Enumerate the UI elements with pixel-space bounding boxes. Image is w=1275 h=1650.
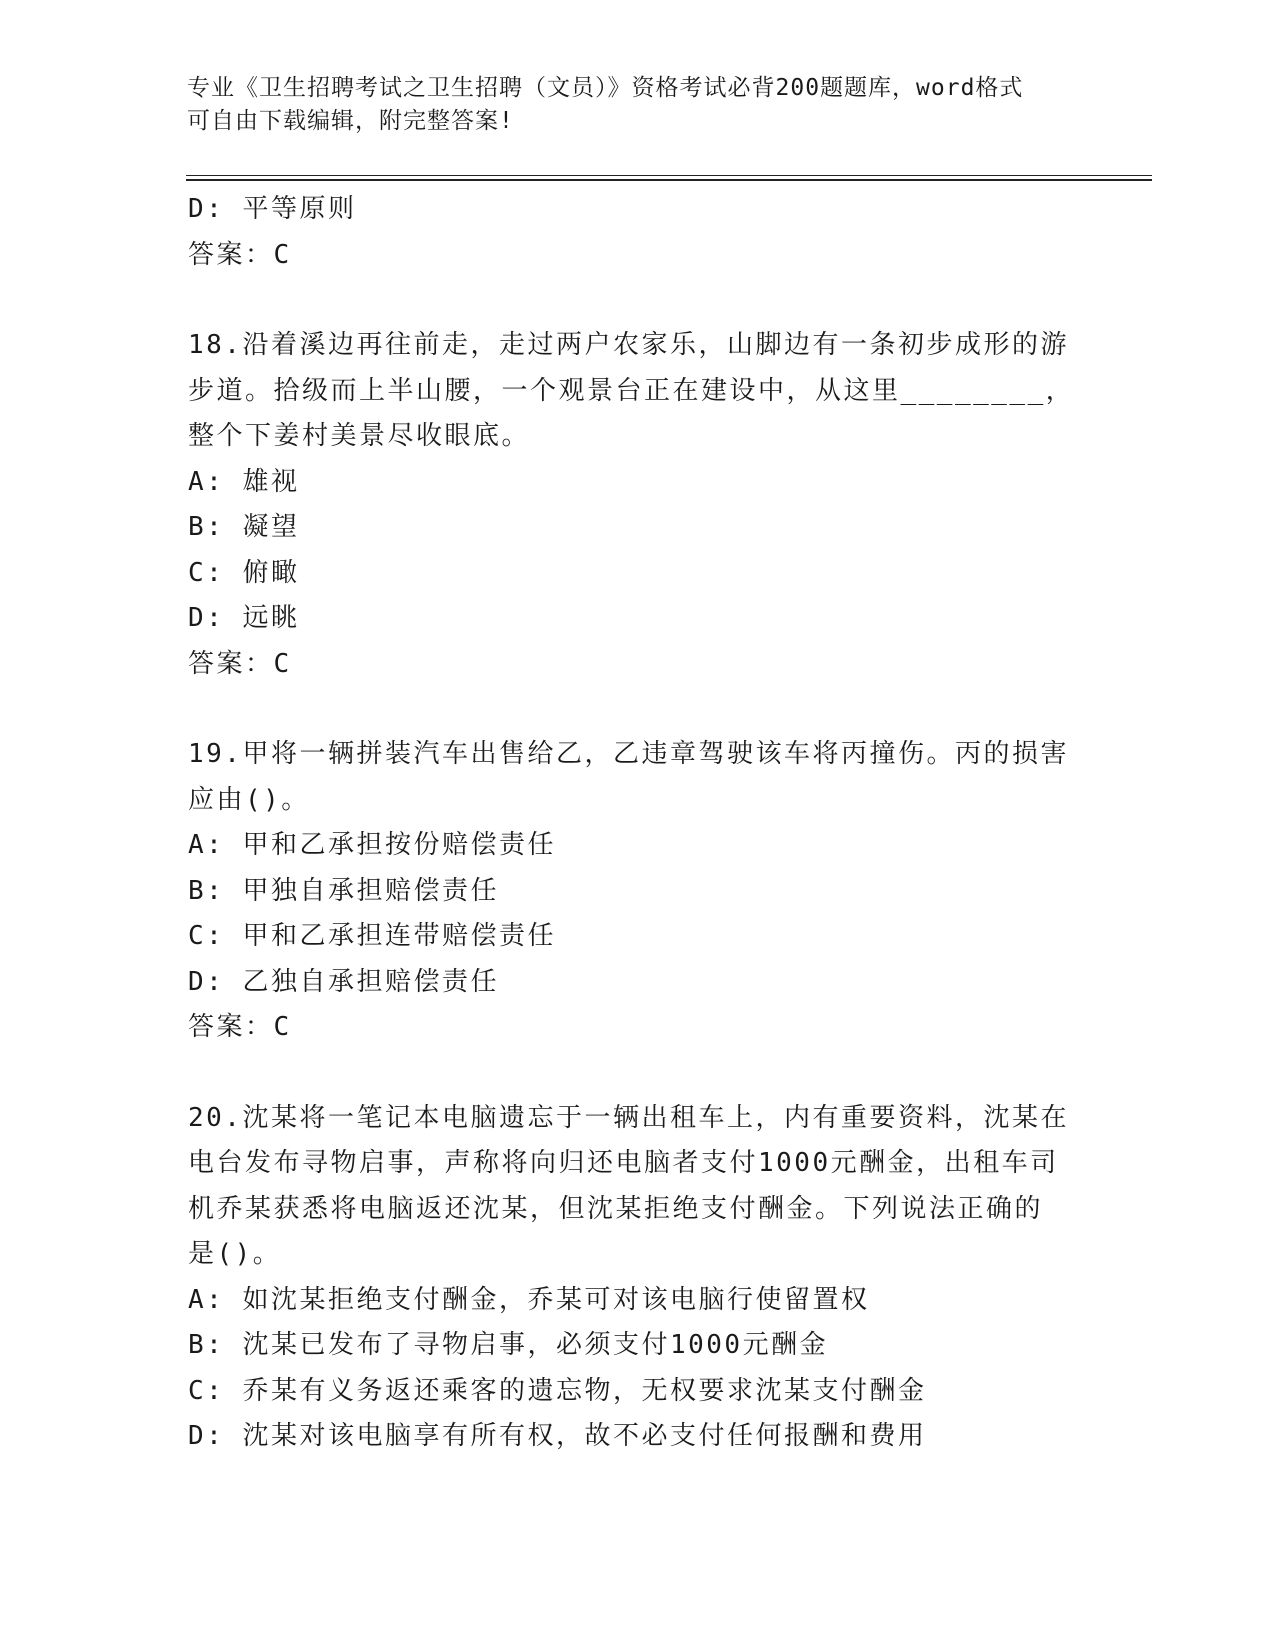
option-a: A: 如沈某拒绝支付酬金，乔某可对该电脑行使留置权 <box>188 1284 870 1315</box>
spacer <box>188 687 1088 732</box>
question-stem-line: 步道。拾级而上半山腰，一个观景台正在建设中，从这里________， <box>188 375 1075 406</box>
question-stem-line: 19.甲将一辆拼装汽车出售给乙，乙违章驾驶该车将丙撞伤。丙的损害 <box>188 739 1069 769</box>
option-a: A: 甲和乙承担按份赔偿责任 <box>188 830 556 860</box>
option-c: C: 乔某有义务返还乘客的遗忘物，无权要求沈某支付酬金 <box>188 1375 927 1406</box>
document-header <box>187 72 1067 138</box>
prev-answer: 答案：C <box>188 239 292 270</box>
option-c: C: 甲和乙承担连带赔偿责任 <box>188 921 556 951</box>
spacer <box>188 1051 1088 1096</box>
question-stem-line: 整个下姜村美景尽收眼底。 <box>188 421 531 451</box>
spacer <box>188 278 1088 323</box>
option-b: B: 沈某已发布了寻物启事，必须支付1000元酬金 <box>188 1330 829 1360</box>
question-stem-line: 18.沿着溪边再往前走，走过两户农家乐，山脚边有一条初步成形的游 <box>188 330 1069 360</box>
question-19 <box>188 732 1088 1051</box>
question-stem-line: 是()。 <box>188 1239 282 1269</box>
header-title-line-2: 可自由下载编辑，附完整答案! <box>187 108 514 134</box>
header-title-line-1: 专业《卫生招聘考试之卫生招聘（文员）》资格考试必背200题题库，word格式 <box>187 75 1024 101</box>
question-stem-line: 20.沈某将一笔记本电脑遗忘于一辆出租车上，内有重要资料，沈某在 <box>188 1102 1069 1133</box>
answer: 答案：C <box>188 648 292 679</box>
question-stem-line: 电台发布寻物启事，声称将向归还电脑者支付1000元酬金，出租车司 <box>188 1148 1059 1178</box>
option-a: A: 雄视 <box>188 466 300 497</box>
question-stem-line: 应由()。 <box>188 784 310 815</box>
option-d: D: 远眺 <box>188 603 300 633</box>
option-d: D: 乙独自承担赔偿责任 <box>188 966 499 997</box>
header-divider-thick <box>186 179 1152 181</box>
option-b: B: 甲独自承担赔偿责任 <box>188 875 499 906</box>
option-c: C: 俯瞰 <box>188 557 300 588</box>
option-d: D: 沈某对该电脑享有所有权，故不必支付任何报酬和费用 <box>188 1421 927 1451</box>
header-divider-thin <box>186 175 1152 176</box>
prev-option-d: D: 平等原则 <box>188 194 357 224</box>
option-b: B: 凝望 <box>188 512 300 542</box>
question-18 <box>188 323 1088 687</box>
question-stem-line: 机乔某获悉将电脑返还沈某，但沈某拒绝支付酬金。下列说法正确的 <box>188 1193 1044 1224</box>
answer: 答案：C <box>188 1012 292 1042</box>
question-content <box>188 187 1088 1460</box>
question-20 <box>188 1096 1088 1460</box>
